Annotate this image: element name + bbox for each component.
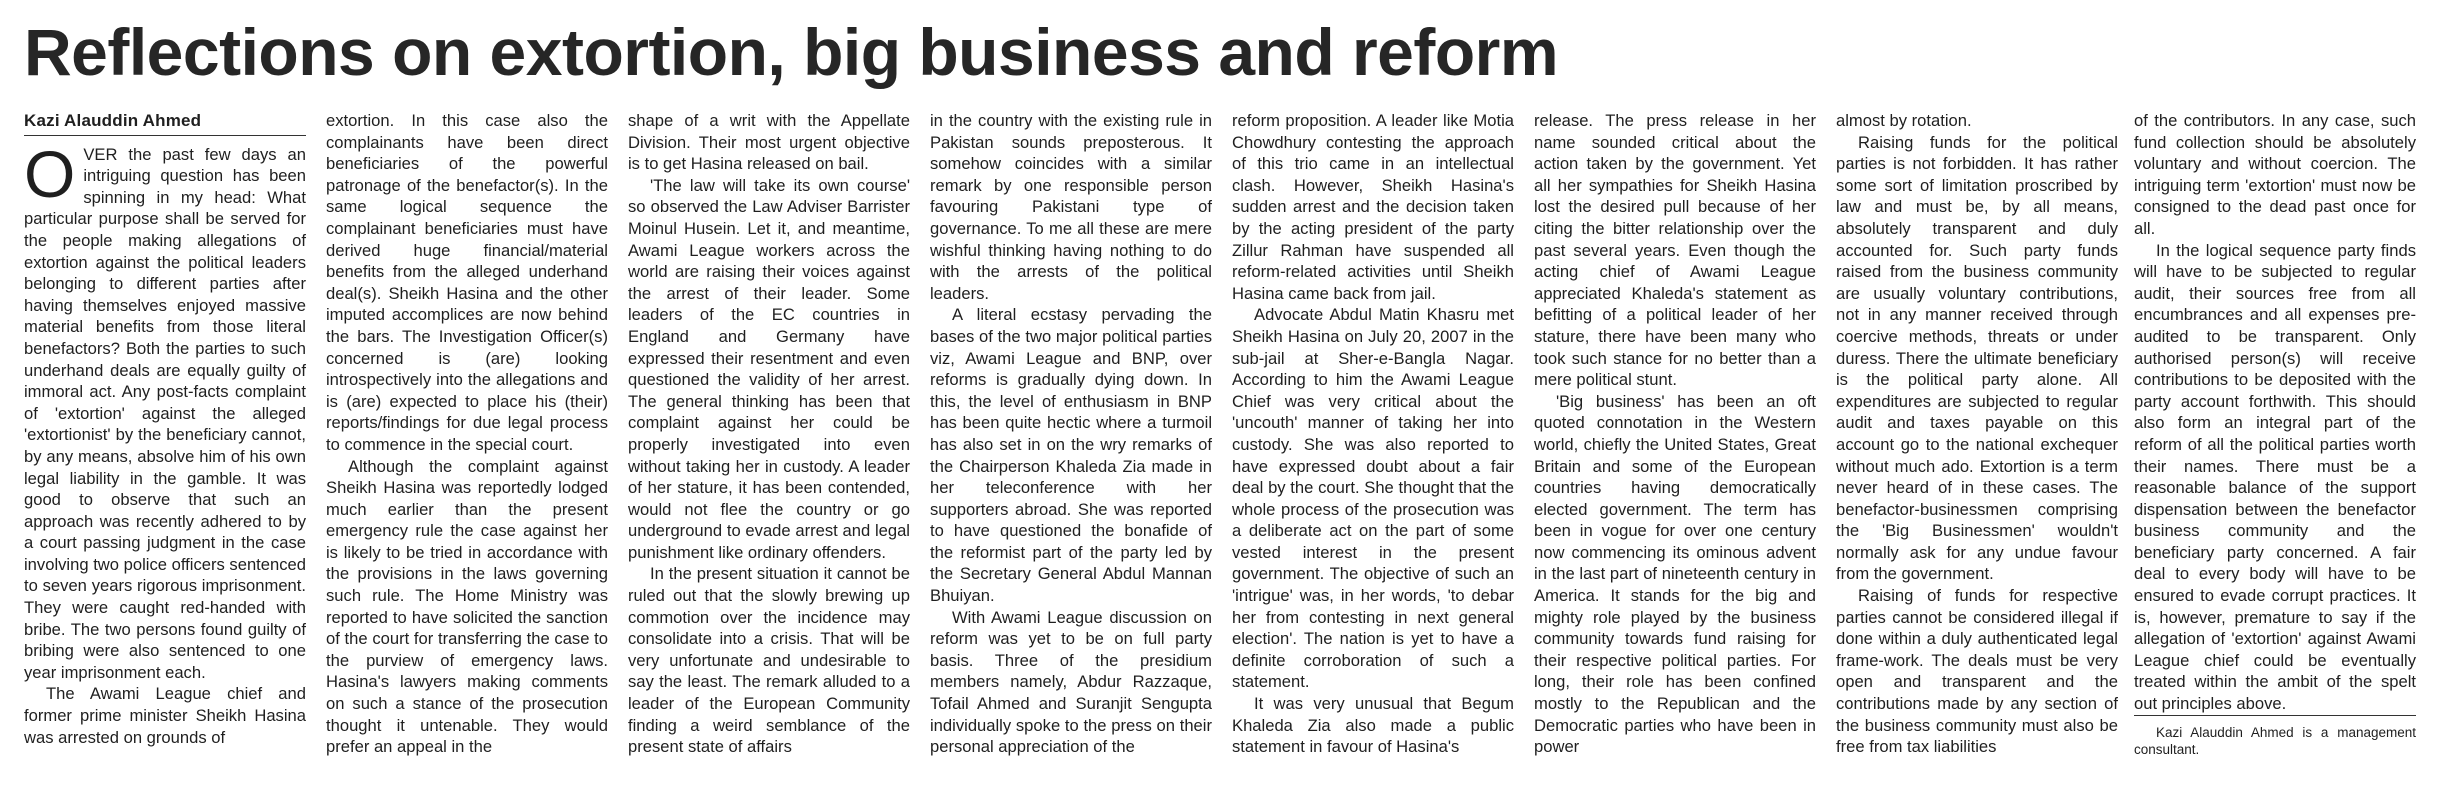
paragraph: The Awami League chief and former prime minister Sheikh Hasina was arrested on grounds of <box>24 684 306 747</box>
paragraph: A literal ecstasy pervading the bases of the two major political parties viz, Awami League and BNP, over reforms is gradually dying down. In this, the level of enthusiasm in BNP has been quite hectic where a turmoil has also set in on the wry remarks of the Chairperson Khaleda Zia made in her teleconference with her supporters abroad. She was reported to have questioned the bonafide of the reformist part of the party led by the Secretary General Abdul Mannan Bhuiyan. <box>930 305 1212 606</box>
paragraph: shape of a writ with the Appellate Division. Their most urgent objective is to get Hasina released on bail. <box>628 111 910 174</box>
paragraph: It was very unusual that Begum Khaleda Zia also made a public statement in favour of Hasina's <box>1232 694 1514 757</box>
article-column-4 <box>930 110 1212 758</box>
paragraph: 'The law will take its own course' so observed the Law Adviser Barrister Moinul Husein. Let it, and meantime, Awami League workers across the world are raising their voices against the arrest of their leader. Some leaders of the EC countries in England and Germany have expressed their resentment and even questioned the validity of her arrest. The general thinking has been that complaint against her could be properly investigated into even without taking her in custody. A leader of her stature, it has been contended, would not flee the country or go underground to evade arrest and legal punishment like ordinary offenders. <box>628 175 910 562</box>
paragraph: 'Big business' has been an oft quoted connotation in the Western world, chiefly the United States, Great Britain and some of the European countries having democratically elected government. The term has been in vogue for over one century now commencing its ominous advent in the last part of nineteenth century in America. It stands for the big and mighty role played by the business community towards fund raising for their respective political parties. For long, their role has been confined mostly to the Republican and the Democratic parties who have been in power <box>1534 391 1816 757</box>
paragraph: Raising of funds for respective parties cannot be considered illegal if done within a duly authenticated legal frame-work. The deals must be very open and transparent and the contributions made by any section of the business community must also be free from tax liabilities <box>1836 586 2118 757</box>
paragraph: reform proposition. A leader like Motia Chowdhury contesting the approach of this trio came in an intellectual clash. However, Sheikh Hasina's sudden arrest and the decision taken by the acting president of the party Zillur Rahman have suspended all reform-related activities until Sheikh Hasina came back from jail. <box>1232 111 1514 303</box>
paragraph: of the contributors. In any case, such fund collection should be absolutely voluntary and without coercion. The intriguing term 'extortion' must now be consigned to the dead past once for all. <box>2134 111 2416 238</box>
paragraph: almost by rotation. <box>1836 111 1972 130</box>
article-byline: Kazi Alauddin Ahmed <box>24 110 306 136</box>
article-column-7 <box>1836 110 2118 758</box>
article-column-8 <box>2134 110 2416 758</box>
article-column-6 <box>1534 110 1816 758</box>
article-column-1 <box>24 110 306 748</box>
paragraph: release. The press release in her name sounded critical about the action taken by the government. Yet all her sympathies for Sheikh Hasina lost the desired pull because of her citing the bitter relationship over the past several years. Even though the acting chief of Awami League appreciated Khaleda's statement as befitting of a political leader of her stature, there have been many who took such stance for no better than a mere political stunt. <box>1534 111 1816 390</box>
paragraph: In the logical sequence party finds will have to be subjected to regular audit, their sources free from all encumbrances and all expenses pre-audited to be transparent. Only authorised person(s) will receive contributions to be deposited with the party account forthwith. This should also form an integral part of the reform of all the political parties worth their names. There must be a reasonable balance of the support dispensation between the benefactor business community and the beneficiary party concerned. A fair deal to every body will have to be ensured to evade corrupt practices. It is, however, premature to say if the allegation of 'extortion' against Awami League chief could be eventually treated within the ambit of the spelt out principles above. <box>2134 240 2416 714</box>
paragraph-text: VER the past few days an intriguing question has been spinning in my head: What particular purpose shall be served for the people making allegations of extortion against the political leaders belonging to different parties after having themselves enjoyed massive material benefits from those literal benefactors? Both the parties to such underhand deals are equally guilty of immoral act. Any post-facts complaint of 'extortion' against the alleged 'extortionist' by the beneficiary cannot, by any means, absolve him of his own legal liability in the gamble. It was good to observe that such an approach was recently adhered to by a court passing judgment in the case involving two police officers sentenced to seven years rigorous imprisonment. They were caught red-handed with bribe. The two persons found guilty of bribing were also sentenced to one year imprisonment each. <box>24 144 306 682</box>
article-column-2 <box>326 110 608 758</box>
article-column-3 <box>628 110 910 758</box>
drop-cap: O <box>24 136 76 211</box>
paragraph: in the country with the existing rule in Pakistan sounds preposterous. It somehow coincides with a similar remark by one responsible person favouring Pakistani type of governance. To me all these are mere wishful thinking having nothing to do with the arrests of the political leaders. <box>930 111 1212 303</box>
paragraph: Although the complaint against Sheikh Hasina was reportedly lodged much earlier than the present emergency rule the case against her is likely to be tried in accordance with the provisions in the laws governing such rule. The Home Ministry was reported to have solicited the sanction of the court for transferring the case to the purview of emergency laws. Hasina's lawyers making comments on such a stance of the prosecution thought it untenable. They would prefer an appeal in the <box>326 456 608 757</box>
paragraph: In the present situation it cannot be ruled out that the slowly brewing up commotion over the incidence may consolidate into a crisis. That will be very unfortunate and undesirable to say the least. The remark alluded to a leader of the European Community finding a weird semblance of the present state of affairs <box>628 564 910 757</box>
paragraph: extortion. In this case also the complainants have been direct beneficiaries of the powerful patronage of the benefactor(s). In the same logical sequence the complainant beneficiaries must have derived huge financial/material benefits from the alleged underhand deal(s). Sheikh Hasina and the other imputed accomplices are now behind the bars. The Investigation Officer(s) concerned is (are) looking introspectively into the allegations and is (are) expected to place his (their) reports/findings for due legal process to commence in the special court. <box>326 111 608 454</box>
paragraph: Advocate Abdul Matin Khasru met Sheikh Hasina on July 20, 2007 in the sub-jail at Sher-e-Bangla Nagar. According to him the Awami League Chief was very critical about the 'uncouth' manner of taking her into custody. She was also reported to have expressed doubt about a fair deal by the court. She thought that the whole process of the prosecution was a deliberate act on the part of some vested interest in the present government. The objective of such an 'intrigue' was, in her words, 'to debar her from contesting in next general election'. The nation is yet to have a definite corroboration of such a statement. <box>1232 305 1514 692</box>
article-headline: Reflections on extortion, big business and reform <box>24 15 1559 89</box>
paragraph: With Awami League discussion on reform was yet to be on full party basis. Three of the presidium members namely, Abdur Razzaque, Tofail Ahmed and Suranjit Sengupta individually spoke to the press on their personal appreciation of the <box>930 607 1212 757</box>
lead-paragraph <box>24 136 306 684</box>
author-note: Kazi Alauddin Ahmed is a management consultant. <box>2134 715 2416 758</box>
paragraph: Raising funds for the political parties is not forbidden. It has rather some sort of limitation proscribed by law and must be, by all means, absolutely transparent and duly accounted for. Such party funds raised from the business community are usually voluntary contributions, not in any manner received through coercive methods, threats or under duress. There the ultimate beneficiary is the political party alone. All expenditures are subjected to regular audit and taxes payable on this account go to the national exchequer without much ado. Extortion is a term never heard of in these cases. The benefactor-businessmen comprising the 'Big Businessmen' wouldn't normally ask for any undue favour from the government. <box>1836 132 2118 584</box>
article-column-5 <box>1232 110 1514 758</box>
